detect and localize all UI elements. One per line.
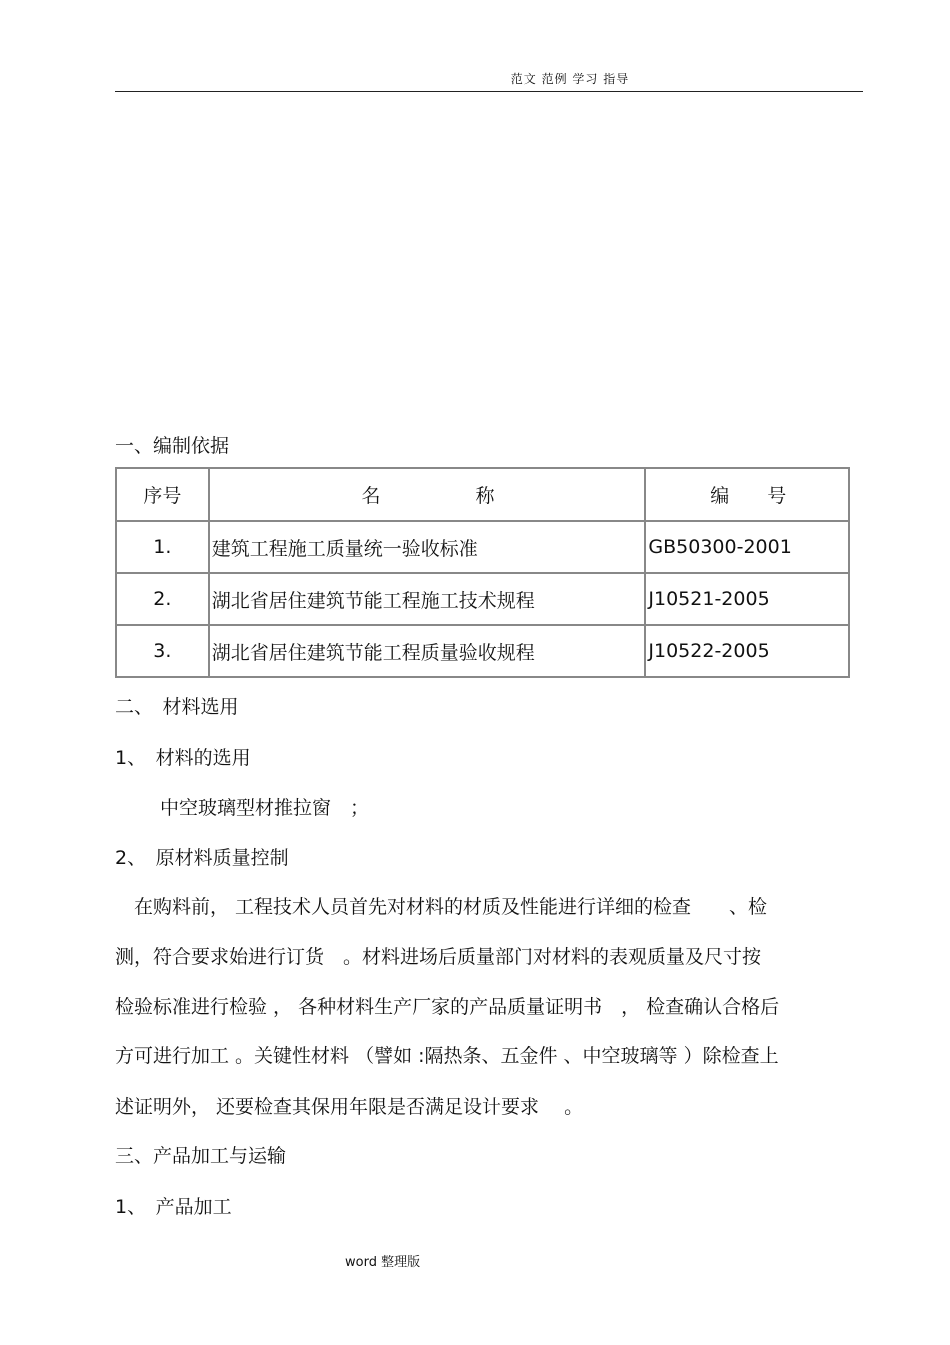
section2-heading: 二、 材料选用 xyxy=(115,696,239,718)
basis-table xyxy=(115,467,850,678)
section3-sub1: 1、 产品加工 xyxy=(115,1196,232,1218)
table-header-row xyxy=(116,468,849,521)
row-code: J10521-2005 xyxy=(645,573,849,625)
table-row xyxy=(116,625,849,677)
paragraph-line: 在购料前， 工程技术人员首先对材料的材质及性能进行详细的检查 、检 xyxy=(115,896,768,918)
col-header-code: 编 号 xyxy=(645,468,849,521)
page-footer: word 整理版 xyxy=(345,1255,421,1270)
row-name: 湖北省居住建筑节能工程施工技术规程 xyxy=(209,573,646,625)
row-name: 湖北省居住建筑节能工程质量验收规程 xyxy=(209,625,646,677)
row-index: 3. xyxy=(116,625,209,677)
paragraph-line: 方可进行加工 。关键性材料 （譬如 :隔热条、五金件 、中空玻璃等 ）除检查上 xyxy=(115,1045,779,1067)
col-header-name: 名 称 xyxy=(209,468,646,521)
page-header: 范文 范例 学习 指导 xyxy=(510,72,630,86)
section2-sub2: 2、 原材料质量控制 xyxy=(115,847,289,869)
section3-heading: 三、产品加工与运输 xyxy=(115,1145,287,1167)
table-row xyxy=(116,573,849,625)
paragraph-line: 检验标准进行检验 ， 各种材料生产厂家的产品质量证明书 ， 检查确认合格后 xyxy=(115,996,780,1018)
col-header-index: 序号 xyxy=(116,468,209,521)
row-index: 2. xyxy=(116,573,209,625)
paragraph-line: 测，符合要求始进行订货 。材料进场后质量部门对材料的表观质量及尺寸按 xyxy=(115,946,762,968)
row-code: J10522-2005 xyxy=(645,625,849,677)
section1-heading: 一、编制依据 xyxy=(115,435,230,457)
header-divider xyxy=(115,91,863,92)
row-code: GB50300-2001 xyxy=(645,521,849,573)
section2-sub1: 1、 材料的选用 xyxy=(115,747,251,769)
section2-sub1-text: 中空玻璃型材推拉窗 ； xyxy=(160,797,370,819)
paragraph-line: 述证明外， 还要检查其保用年限是否满足设计要求 。 xyxy=(115,1096,584,1118)
row-index: 1. xyxy=(116,521,209,573)
row-name: 建筑工程施工质量统一验收标准 xyxy=(209,521,646,573)
table-row xyxy=(116,521,849,573)
